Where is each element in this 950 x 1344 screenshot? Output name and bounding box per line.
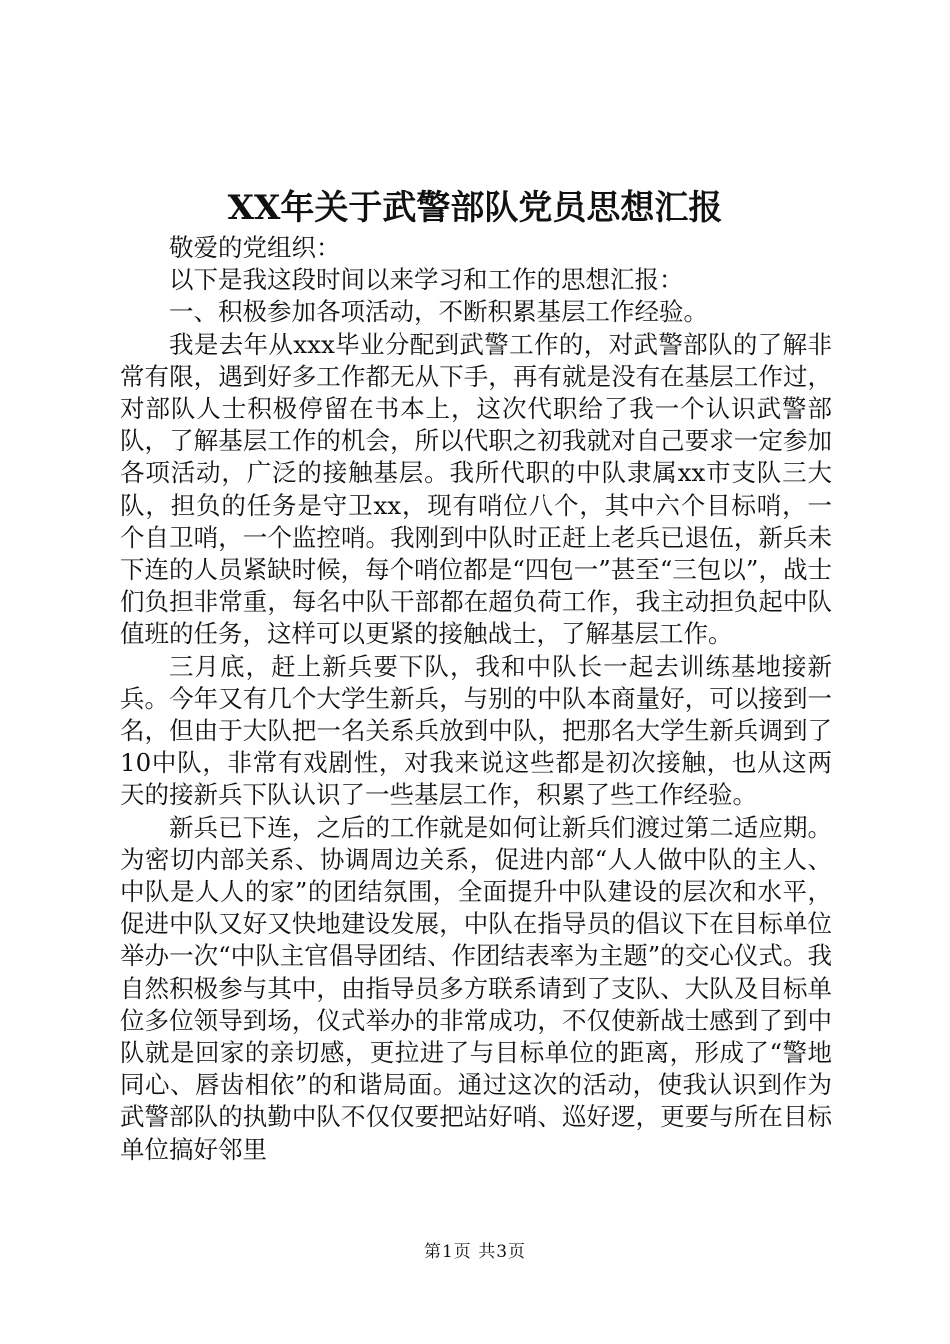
document-title: XX年关于武警部队党员思想汇报 <box>227 188 723 228</box>
document-body <box>120 232 832 1166</box>
body-paragraph: 三月底，赶上新兵要下队，我和中队长一起去训练基地接新兵。今年又有几个大学生新兵，与别的中队本商量好，可以接到一名，但由于大队把一名关系兵放到中队，把那名大学生新兵调到了10中队，非常有戏剧性，对我来说这些都是初次接触，也从这两天的接新兵下队认识了一些基层工作，积累了些工作经验。 <box>120 651 832 810</box>
body-paragraph: 我是去年从xxx毕业分配到武警工作的，对武警部队的了解非常有限，遇到好多工作都无从下手，再有就是没有在基层工作过，对部队人士积极停留在书本上，这次代职给了我一个认识武警部队，了解基层工作的机会，所以代职之初我就对自己要求一定参加各项活动，广泛的接触基层。我所代职的中队隶属xx市支队三大队，担负的任务是守卫xx，现有哨位八个，其中六个目标哨，一个自卫哨，一个监控哨。我刚到中队时正赶上老兵已退伍，新兵未下连的人员紧缺时候，每个哨位都是“四包一”甚至“三包以”，战士们负担非常重，每名中队干部都在超负荷工作，我主动担负起中队值班的任务，这样可以更紧的接触战士，了解基层工作。 <box>120 329 832 649</box>
section-heading: 一、积极参加各项活动，不断积累基层工作经验。 <box>169 297 708 327</box>
intro-paragraph: 以下是我这段时间以来学习和工作的思想汇报： <box>169 265 684 295</box>
page-footer: 第1页 共3页 <box>423 1242 527 1262</box>
body-paragraph: 新兵已下连，之后的工作就是如何让新兵们渡过第二适应期。为密切内部关系、协调周边关系，促进内部“人人做中队的主人、中队是人人的家”的团结氛围，全面提升中队建设的层次和水平，促进中队又好又快地建设发展，中队在指导员的倡议下在目标单位举办一次“中队主官倡导团结、作团结表率为主题”的交心仪式。我自然积极参与其中，由指导员多方联系请到了支队、大队及目标单位多位领导到场，仪式举办的非常成功，不仅使新战士感到了到中队就是回家的亲切感，更拉进了与目标单位的距离，形成了“警地同心、唇齿相依”的和谐局面。通过这次的活动，使我认识到作为武警部队的执勤中队不仅仅要把站好哨、巡好逻，更要与所在目标单位搞好邻里 <box>120 812 832 1164</box>
salutation: 敬爱的党组织： <box>169 233 341 262</box>
